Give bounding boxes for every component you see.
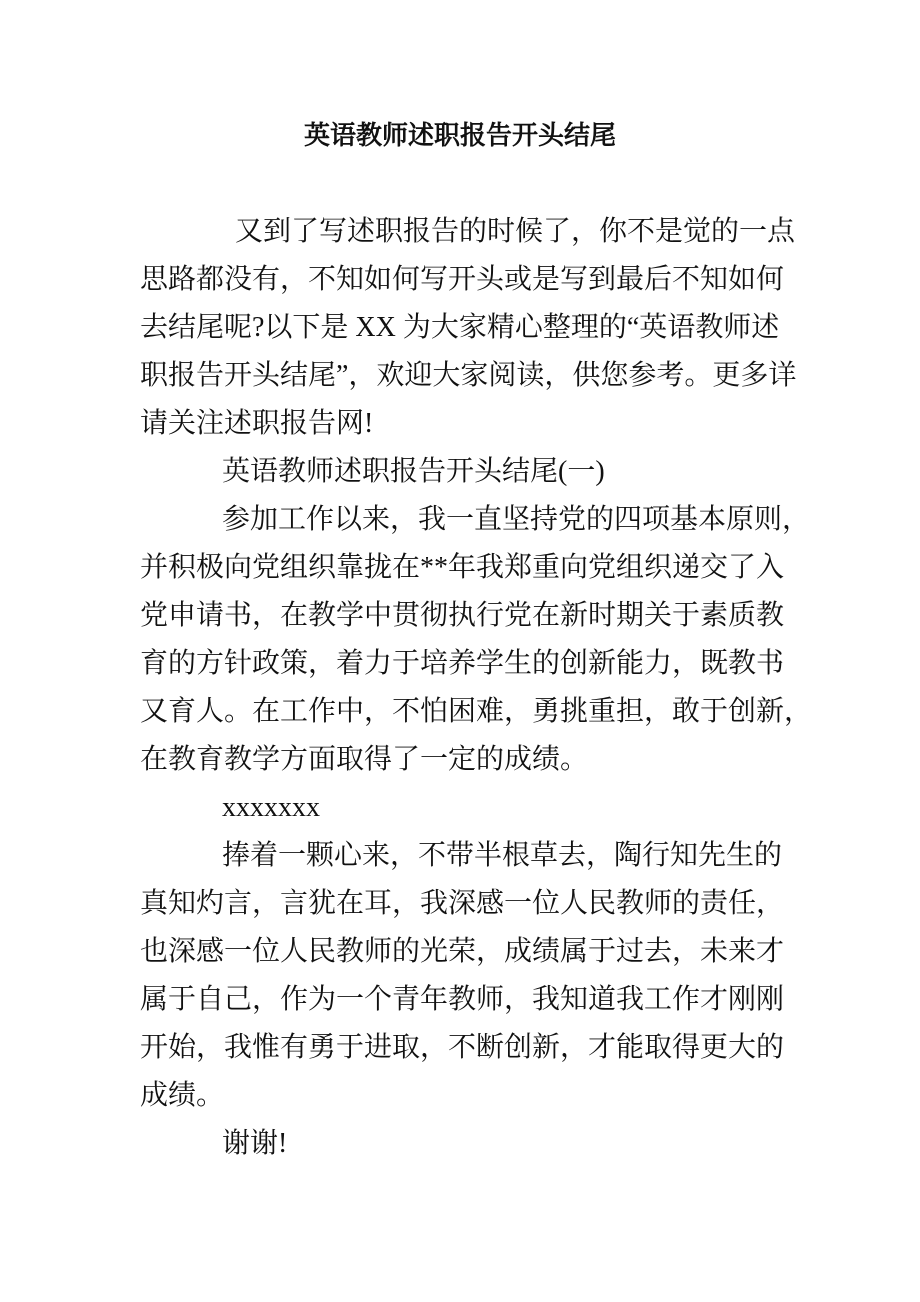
text-line: 谢谢! <box>222 1128 288 1159</box>
text-line: xxxxxxx <box>222 792 320 823</box>
paragraph <box>140 208 797 448</box>
text-line: 英语教师述职报告开头结尾(一) <box>222 456 605 487</box>
paragraph <box>140 1120 790 1168</box>
text-line: 去结尾呢?以下是 XX 为大家精心整理的“英语教师述 <box>140 312 780 343</box>
text-line: 成绩。 <box>140 1080 225 1111</box>
text-line: 并积极向党组织靠拢在**年我郑重向党组织递交了入 <box>140 552 785 583</box>
text-line: 育的方针政策，着力于培养学生的创新能力，既教书 <box>140 648 785 679</box>
paragraph <box>140 448 790 496</box>
text-line: 在教育教学方面取得了一定的成绩。 <box>140 744 589 775</box>
text-line: 党申请书，在教学中贯彻执行党在新时期关于素质教 <box>140 600 785 631</box>
text-line: 职报告开头结尾”，欢迎大家阅读，供您参考。更多详 <box>140 360 797 391</box>
text-line: 请关注述职报告网! <box>140 408 374 439</box>
text-line: 也深感一位人民教师的光荣，成绩属于过去，未来才 <box>140 936 785 967</box>
document-body <box>140 208 813 1168</box>
paragraph <box>140 832 790 1120</box>
text-line: 开始，我惟有勇于进取，不断创新，才能取得更大的 <box>140 1032 785 1063</box>
text-line: 思路都没有，不知如何写开头或是写到最后不知如何 <box>140 264 785 295</box>
text-line: 真知灼言，言犹在耳，我深感一位人民教师的责任， <box>140 888 785 919</box>
paragraph <box>140 496 813 784</box>
paragraph <box>140 784 790 832</box>
text-line: 又到了写述职报告的时候了，你不是觉的一点 <box>235 216 796 247</box>
document-title: 英语教师述职报告开头结尾 <box>303 121 616 150</box>
text-line: 参加工作以来，我一直坚持党的四项基本原则， <box>222 504 811 535</box>
text-line: 捧着一颗心来，不带半根草去，陶行知先生的 <box>222 840 783 871</box>
text-line: 又育人。在工作中，不怕困难，勇挑重担，敢于创新， <box>140 696 813 727</box>
text-line: 属于自己，作为一个青年教师，我知道我工作才刚刚 <box>140 984 785 1015</box>
